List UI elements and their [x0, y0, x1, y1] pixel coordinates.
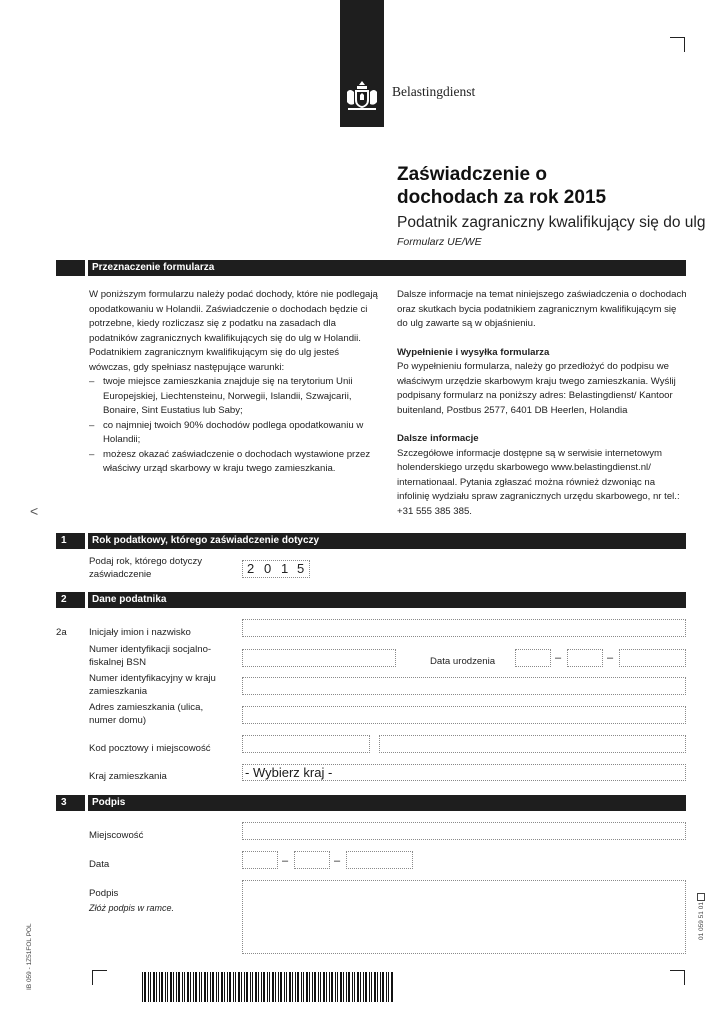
barcode-bar: [161, 972, 163, 1002]
barcode-bar: [148, 972, 149, 1002]
intro-right-text: Dalsze informacje na temat niniejszego zaświadczenia o dochodach oraz skutkach bycia podatnikiem zagranicznym kwalifikującym się do ulg zawarte są w objaśnieniu.: [397, 289, 687, 329]
barcode-bar: [301, 972, 302, 1002]
barcode-bar: [233, 972, 234, 1002]
barcode-bar: [176, 972, 177, 1002]
barcode-bar: [165, 972, 166, 1002]
barcode-bar: [320, 972, 321, 1002]
barcode-bar: [360, 972, 361, 1002]
barcode-icon: [142, 972, 395, 1002]
more-info-heading: Dalsze informacje: [397, 433, 479, 444]
barcode-bar: [292, 972, 293, 1002]
year-digit: 0: [264, 561, 272, 576]
barcode-bar: [193, 972, 194, 1002]
conditions-list: [89, 375, 382, 477]
barcode-bar: [252, 972, 253, 1002]
barcode-bar: [388, 972, 389, 1002]
barcode-bar: [295, 972, 296, 1002]
brand-name: Belastingdienst: [392, 84, 476, 99]
postal-code-input[interactable]: [242, 735, 370, 753]
barcode-bar: [182, 972, 183, 1002]
barcode-bar: [195, 972, 197, 1002]
barcode-bar: [156, 972, 157, 1002]
barcode-bar: [340, 972, 342, 1002]
address-label: Adres zamieszkania (ulica, numer domu): [89, 702, 204, 726]
barcode-bar: [258, 972, 259, 1002]
section-bar-intro: [56, 260, 686, 276]
barcode-bar: [212, 972, 214, 1002]
barcode-bar: [318, 972, 319, 1002]
barcode-bar: [377, 972, 378, 1002]
year-digit: 1: [281, 561, 289, 576]
barcode-bar: [218, 972, 219, 1002]
section-title-3: Podpis: [92, 797, 126, 808]
section-number-2: 2: [61, 594, 67, 605]
barcode-bar: [204, 972, 206, 1002]
barcode-bar: [306, 972, 308, 1002]
date-separator: –: [334, 855, 341, 867]
barcode-bar: [326, 972, 327, 1002]
barcode-bar: [199, 972, 200, 1002]
more-info-text: Szczegółowe informacje dostępne są w serwisie internetowym holenderskiego urzędu skarbowego www.belastingdienst.nl/ internationaal. Pytania zgłaszać można również dzwoniąc na infolinię wydziału spraw zagranicznych urzędu skarbowego, nr tel.: +31 555 385 385.: [397, 447, 680, 517]
birth-year-input[interactable]: [619, 649, 686, 667]
section-title-2: Dane podatnika: [92, 594, 167, 605]
barcode-bar: [357, 972, 359, 1002]
postal-label: Kod pocztowy i miejscowość: [89, 743, 211, 754]
barcode-bar: [246, 972, 248, 1002]
barcode-bar: [187, 972, 189, 1002]
address-input[interactable]: [242, 706, 686, 724]
barcode-bar: [297, 972, 299, 1002]
barcode-bar: [263, 972, 265, 1002]
fold-mark-icon: <: [30, 503, 39, 519]
barcode-bar: [173, 972, 174, 1002]
corner-mark-top-right: [670, 37, 685, 52]
subsection-number-2a: 2a: [56, 627, 67, 638]
form-code-left: IB 059 - 1Z51FOL POL: [26, 923, 33, 990]
form-title: [397, 163, 606, 209]
place-label: Miejscowość: [89, 830, 144, 841]
barcode-bar: [303, 972, 304, 1002]
condition-item: – możesz okazać zaświadczenie o dochodach wystawione przez właściwy urząd skarbowy w kraju twego zamieszkania.: [89, 448, 382, 477]
section-bar-3: [56, 795, 686, 811]
logo-bar: [340, 0, 384, 127]
barcode-bar: [229, 972, 231, 1002]
year-digit: 2: [247, 561, 255, 576]
barcode-bar: [335, 972, 336, 1002]
barcode-bar: [275, 972, 276, 1002]
barcode-bar: [178, 972, 180, 1002]
barcode-bar: [386, 972, 387, 1002]
barcode-bar: [354, 972, 355, 1002]
barcode-bar: [284, 972, 285, 1002]
intro-right-column: [397, 288, 687, 519]
barcode-bar: [224, 972, 225, 1002]
barcode-bar: [227, 972, 228, 1002]
section-number-1: 1: [61, 535, 67, 546]
barcode-bar: [329, 972, 330, 1002]
checkbox-mark-icon: [697, 893, 705, 901]
fill-text: Po wypełnieniu formularza, należy go przedłożyć do podpisu we właściwym urzędzie skarbowym kraju twego zamieszkania. Wyślij podpisany formularz na poniższy adres: Belastingdienst/ Kantoor buitenland, Postbus 2577, 6401 DB Heerlen, Holandia: [397, 361, 676, 416]
signature-box[interactable]: [242, 880, 686, 954]
form-subtitle: Podatnik zagraniczny kwalifikujący się do ulg: [397, 214, 706, 231]
barcode-bar: [343, 972, 344, 1002]
corner-mark-bottom-right: [670, 970, 685, 985]
date-separator: –: [282, 855, 289, 867]
barcode-bar: [331, 972, 333, 1002]
barcode-bar: [371, 972, 372, 1002]
initials-name-input[interactable]: [242, 619, 686, 637]
barcode-bar: [267, 972, 268, 1002]
sign-year-input[interactable]: [346, 851, 413, 869]
barcode-bar: [289, 972, 291, 1002]
barcode-bar: [184, 972, 185, 1002]
barcode-bar: [216, 972, 217, 1002]
section-title-intro: Przeznaczenie formularza: [92, 262, 215, 273]
barcode-bar: [312, 972, 313, 1002]
barcode-bar: [244, 972, 245, 1002]
section-bar-gap: [85, 795, 88, 811]
birth-date-label: Data urodzenia: [430, 656, 496, 667]
barcode-bar: [190, 972, 191, 1002]
birth-month-input[interactable]: [567, 649, 603, 667]
barcode-bar: [241, 972, 242, 1002]
section-bar-gap: [85, 533, 88, 549]
barcode-bar: [346, 972, 347, 1002]
barcode-bar: [159, 972, 160, 1002]
barcode-bar: [221, 972, 223, 1002]
barcode-bar: [278, 972, 279, 1002]
barcode-bar: [272, 972, 274, 1002]
barcode-bar: [323, 972, 325, 1002]
barcode-bar: [286, 972, 287, 1002]
barcode-bar: [280, 972, 282, 1002]
barcode-bar: [250, 972, 251, 1002]
date-separator: –: [555, 652, 562, 664]
condition-item: – co najmniej twoich 90% dochodów podlega opodatkowaniu w Holandii;: [89, 419, 382, 448]
barcode-bar: [153, 972, 155, 1002]
bsn-input[interactable]: [242, 649, 396, 667]
barcode-bar: [374, 972, 376, 1002]
form-title-line2: dochodach za rok 2015: [397, 187, 607, 208]
section-number-3: 3: [61, 797, 67, 808]
barcode-bar: [380, 972, 381, 1002]
barcode-bar: [363, 972, 364, 1002]
place-input[interactable]: [242, 822, 686, 840]
year-digit: 5: [297, 561, 305, 576]
barcode-bar: [337, 972, 338, 1002]
barcode-bar: [352, 972, 353, 1002]
form-name: Formularz UE/WE: [397, 236, 482, 248]
barcode-bar: [201, 972, 202, 1002]
barcode-bar: [170, 972, 172, 1002]
barcode-bar: [391, 972, 393, 1002]
country-label: Kraj zamieszkania: [89, 771, 167, 782]
barcode-bar: [261, 972, 262, 1002]
year-label: Podaj rok, którego dotyczy zaświadczenie: [89, 556, 203, 580]
section-bar-1: [56, 533, 686, 549]
tax-id-label: Numer identyfikacyjny w kraju zamieszkania: [89, 673, 216, 697]
section-bar-2: [56, 592, 686, 608]
barcode-bar: [167, 972, 168, 1002]
intro-left-column: [89, 288, 382, 477]
signature-label: Podpis: [89, 888, 119, 899]
barcode-bar: [382, 972, 384, 1002]
fill-heading: Wypełnienie i wysyłka formularza: [397, 346, 550, 358]
condition-item: – twoje miejsce zamieszkania znajduje się na terytorium Unii Europejskiej, Liechtensteinu, Norwegii, Islandii, Szwajcarii, Bonaire, Sint Eustatius lub Saby;: [89, 375, 382, 419]
section-bar-gap: [85, 260, 88, 276]
date-separator: –: [607, 652, 614, 664]
barcode-bar: [348, 972, 350, 1002]
barcode-bar: [150, 972, 151, 1002]
barcode-bar: [314, 972, 316, 1002]
form-code-right: 01 059 51 01: [698, 902, 705, 940]
signature-hint: Złóż podpis w ramce.: [89, 903, 175, 913]
section-bar-gap: [85, 592, 88, 608]
barcode-bar: [207, 972, 208, 1002]
barcode-bar: [144, 972, 146, 1002]
section-title-1: Rok podatkowy, którego zaświadczenie dotyczy: [92, 535, 320, 546]
intro-left-text: W poniższym formularzu należy podać dochody, które nie podlegają opodatkowaniu w Holandii. Zaświadczenie o dochodach będzie ci potrzebne, kiedy rozliczasz się z podatku na zasadach dla podatników zagranicznych kwalifikujących się do ulg w Holandii. Podatnikiem zagranicznym kwalifikującym się do ulg jesteś wówczas, gdy spełniasz następujące warunki:: [89, 289, 378, 373]
city-input[interactable]: [379, 735, 686, 753]
barcode-bar: [235, 972, 236, 1002]
sign-month-input[interactable]: [294, 851, 330, 869]
form-title-line1: Zaświadczenie o: [397, 164, 547, 185]
corner-mark-bottom-left: [92, 970, 107, 985]
barcode-bar: [269, 972, 270, 1002]
tax-id-input[interactable]: [242, 677, 686, 695]
birth-day-input[interactable]: [515, 649, 551, 667]
barcode-bar: [309, 972, 310, 1002]
sign-day-input[interactable]: [242, 851, 278, 869]
barcode-bar: [365, 972, 367, 1002]
date-label: Data: [89, 859, 110, 870]
barcode-bar: [238, 972, 240, 1002]
bsn-label: Numer identyfikacji socjalno-fiskalnej BSN: [89, 644, 212, 668]
initials-label: Inicjały imion i nazwisko: [89, 627, 191, 638]
barcode-bar: [255, 972, 257, 1002]
barcode-bar: [210, 972, 211, 1002]
country-select[interactable]: - Wybierz kraj -: [242, 764, 686, 781]
barcode-bar: [142, 972, 143, 1002]
barcode-bar: [369, 972, 370, 1002]
crest-icon: [344, 78, 380, 114]
